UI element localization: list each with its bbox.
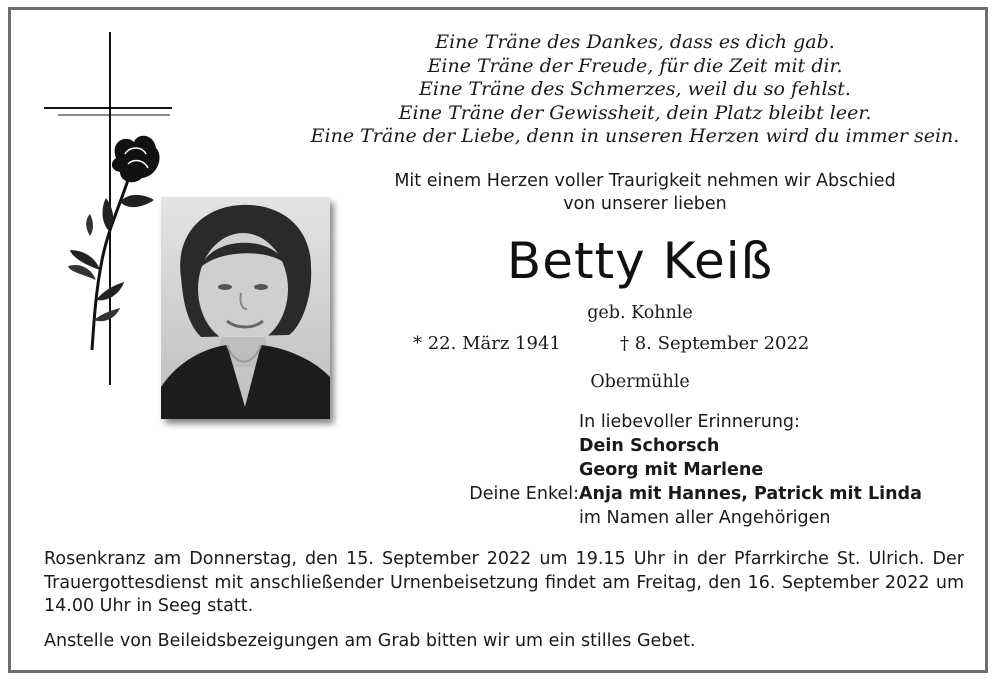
poem-line: Eine Träne des Dankes, dass es dich gab. — [435, 31, 835, 53]
grandchildren-names: Anja mit Hannes, Patrick mit Linda — [579, 484, 922, 504]
mourner-line: Georg mit Marlene — [579, 460, 764, 480]
poem-line: Eine Träne der Gewissheit, dein Platz bleibt leer. — [398, 101, 872, 124]
mourners-closing: im Namen aller Angehörigen — [579, 508, 831, 528]
portrait-photo — [161, 197, 330, 419]
cross-with-rose-icon — [30, 30, 180, 390]
service-details: Rosenkranz am Donnerstag, den 15. September 2022 um 19.15 Uhr in der Pfarrkirche St. Ulrich. Der Trauergottesdienst mit anschließender Urnenbeisetzung findet am Freitag, den 16. September 2022 um 14.00 Uhr in Seeg statt. — [44, 549, 964, 616]
maiden-name: geb. Kohnle — [587, 303, 693, 323]
poem-line: Eine Träne des Schmerzes, weil du so fehlst. — [419, 78, 851, 100]
farewell-intro — [330, 170, 960, 216]
intro-line: von unserer lieben — [563, 194, 727, 214]
condolence-note: Anstelle von Beileidsbezeigungen am Grab bitten wir um ein stilles Gebet. — [44, 631, 696, 651]
grandchildren-label: Deine Enkel: — [469, 484, 579, 504]
mourner-line: Dein Schorsch — [579, 436, 720, 456]
poem-line: Eine Träne der Liebe, denn in unseren Herzen wird du immer sein. — [310, 125, 960, 147]
mourners-heading: In liebevoller Erinnerung: — [579, 412, 800, 432]
mourners-block — [440, 410, 980, 530]
birth-date: * 22. März 1941 — [413, 333, 561, 354]
poem-line: Eine Träne der Freude, für die Zeit mit dir. — [427, 54, 843, 77]
intro-line: Mit einem Herzen voller Traurigkeit nehmen wir Abschied — [394, 171, 896, 191]
death-date: † 8. September 2022 — [620, 333, 810, 354]
poem — [290, 31, 980, 149]
residence: Obermühle — [590, 372, 690, 392]
deceased-name: Betty Keiß — [506, 232, 774, 290]
